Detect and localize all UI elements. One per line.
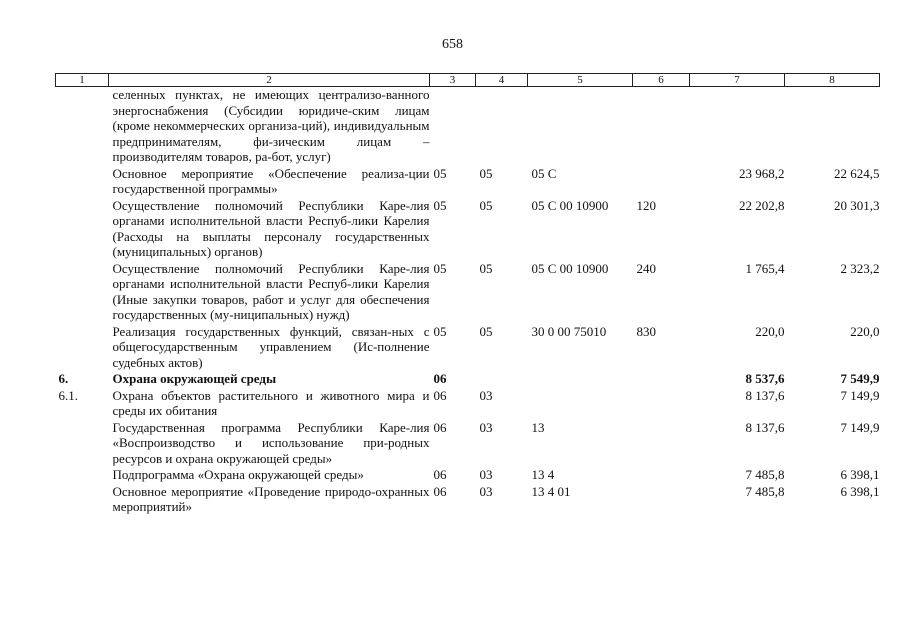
column-header-5: 5 (528, 74, 633, 87)
page-number: 658 (442, 37, 463, 52)
table-row (56, 467, 880, 484)
row-sum-2017: 8 137,6 (745, 387, 785, 403)
column-header-2: 2 (109, 74, 430, 87)
column-header-8: 8 (785, 74, 880, 87)
row-sum-2017: 7 485,8 (745, 483, 785, 499)
row-vr (633, 166, 690, 198)
row-pr: 03 (479, 467, 493, 482)
column-header-7: 7 (690, 74, 785, 87)
row-sum-2017: 1 765,4 (745, 260, 785, 276)
row-number (56, 420, 109, 468)
row-sum-2017: 22 202,8 (739, 197, 785, 213)
row-sum-2017: 7 485,8 (745, 467, 785, 482)
row-sum-2018: 6 398,1 (840, 467, 880, 482)
row-sum-2017: 8 137,6 (745, 419, 785, 435)
row-sum-2017: 220,0 (755, 323, 785, 339)
row-csr (528, 87, 633, 166)
row-sum-2018: 220,0 (850, 323, 880, 339)
budget-table (55, 73, 880, 516)
row-pr: 05 (479, 260, 493, 276)
row-csr: 05 С 00 10900 (531, 260, 609, 276)
row-csr (528, 388, 633, 420)
row-number (56, 261, 109, 324)
column-header-4: 4 (476, 74, 528, 87)
table-row (56, 484, 880, 516)
row-vr (633, 484, 690, 516)
row-rz: 06 (433, 387, 447, 403)
row-csr: 05 С 00 10900 (531, 197, 609, 213)
table-row (56, 198, 880, 261)
row-rz: 06 (433, 419, 447, 435)
row-sum-2017 (690, 87, 785, 166)
row-vr: 120 (636, 197, 656, 213)
row-rz: 06 (433, 467, 447, 482)
row-rz: 05 (433, 197, 447, 213)
row-sum-2018: 7 149,9 (840, 387, 880, 403)
row-pr: 03 (479, 483, 493, 499)
row-vr (633, 371, 690, 388)
row-csr: 05 С (531, 165, 557, 181)
row-name: Осуществление полномочий Республики Каре-лия органами исполнительной власти Респуб-лики Карелия (Расходы на выплаты персоналу государственных (муниципальных) органов) (112, 197, 430, 259)
row-pr (476, 87, 528, 166)
column-header-1: 1 (56, 74, 109, 87)
row-csr: 13 4 (531, 467, 555, 482)
row-number: 6.1. (58, 387, 78, 403)
row-number (56, 87, 109, 166)
table-row-section (56, 371, 880, 388)
row-rz: 05 (433, 260, 447, 276)
row-number (56, 198, 109, 261)
row-name: Охрана окружающей среды (112, 371, 277, 386)
row-name: Основное мероприятие «Обеспечение реализа-ции государственной программы» (112, 165, 430, 196)
row-number: 6. (58, 371, 69, 386)
row-name: селенных пунктах, не имеющих централизо-ванного энергоснабжения (Субсидии юридиче-ским лицам (кроме некоммерческих организа-ций), индивидуальным предпринимателям, фи-зическим лицам – производителям товаров, ра-бот, услуг) (112, 87, 430, 164)
row-sum-2017: 8 537,6 (745, 371, 785, 386)
row-name: Основное мероприятие «Проведение природо-охранных мероприятий» (112, 483, 430, 514)
row-name: Реализация государственных функций, связан-ных с общегосударственным управлением (Ис-полнение судебных актов) (112, 323, 430, 370)
row-rz: 06 (433, 371, 447, 386)
row-number (56, 484, 109, 516)
row-number (56, 467, 109, 484)
row-rz: 05 (433, 165, 447, 181)
row-number (56, 166, 109, 198)
row-vr (633, 467, 690, 484)
column-header-6: 6 (633, 74, 690, 87)
row-name: Осуществление полномочий Республики Каре-лия органами исполнительной власти Респуб-лики Карелия (Иные закупки товаров, работ и услуг для обеспечения государственных (му-ниципальных) нужд) (112, 260, 430, 322)
row-vr (633, 87, 690, 166)
row-sum-2018: 2 323,2 (840, 260, 880, 276)
row-name: Государственная программа Республики Каре-лия «Воспроизводство и использование при-родных ресурсов и охрана окружающей среды» (112, 419, 430, 466)
row-csr (528, 371, 633, 388)
table-row (56, 388, 880, 420)
table-row (56, 324, 880, 372)
row-name: Подпрограмма «Охрана окружающей среды» (112, 467, 364, 482)
row-pr: 03 (479, 419, 493, 435)
row-sum-2018: 7 149,9 (840, 419, 880, 435)
row-pr: 05 (479, 165, 493, 181)
column-header-3: 3 (430, 74, 476, 87)
row-csr: 30 0 00 75010 (531, 323, 607, 339)
row-number (56, 324, 109, 372)
row-vr: 240 (636, 260, 656, 276)
row-sum-2018 (785, 87, 880, 166)
row-pr: 05 (479, 323, 493, 339)
row-csr: 13 (531, 419, 545, 435)
row-vr (633, 420, 690, 468)
table-row (56, 166, 880, 198)
table-row (56, 261, 880, 324)
row-rz: 06 (433, 483, 447, 499)
row-sum-2017: 23 968,2 (739, 165, 785, 181)
row-sum-2018: 22 624,5 (834, 165, 880, 181)
row-pr: 03 (479, 387, 493, 403)
row-vr: 830 (636, 323, 656, 339)
row-rz: 05 (433, 323, 447, 339)
row-rz (430, 87, 476, 166)
row-sum-2018: 20 301,3 (834, 197, 880, 213)
row-pr (476, 371, 528, 388)
table-row (56, 87, 880, 166)
row-pr: 05 (479, 197, 493, 213)
row-sum-2018: 6 398,1 (840, 483, 880, 499)
row-name: Охрана объектов растительного и животного мира и среды их обитания (112, 387, 430, 418)
column-header-row (56, 74, 880, 87)
table-row (56, 420, 880, 468)
row-csr: 13 4 01 (531, 483, 571, 499)
row-sum-2018: 7 549,9 (840, 371, 880, 386)
row-vr (633, 388, 690, 420)
